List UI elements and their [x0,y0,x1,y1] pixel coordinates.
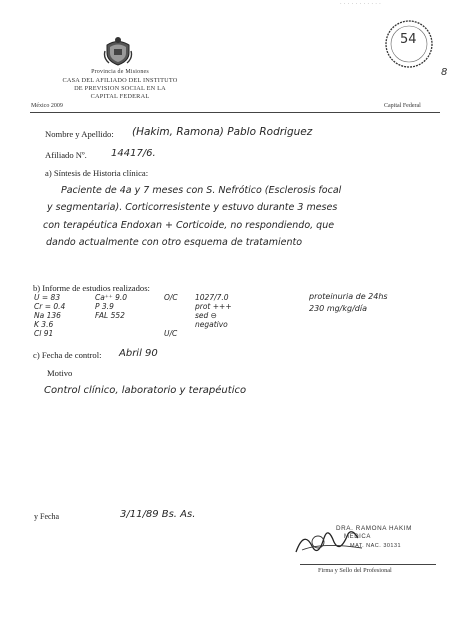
top-faint-note: · · · · · · · · · · · [340,2,382,7]
control-date-value: Abril 90 [119,348,158,359]
signature-line [300,564,436,565]
doctor-name: DRA. RAMONA HAKIM [336,525,412,532]
signature-caption: Firma y Sello del Profesional [318,567,392,574]
nombre-label: Nombre y Apellido: [45,129,114,139]
coat-of-arms-icon [103,36,133,66]
address-right: Capital Federal [384,103,421,109]
fecha-value: 3/11/89 Bs. As. [120,509,196,520]
sintesis-line: con terapéutica Endoxan + Corticoide, no respondiendo, que [43,220,335,231]
sintesis-line: Paciente de 4a y 7 meses con S. Nefrótico (Esclerosis focal [61,185,342,196]
header-divider [30,112,440,113]
lab-results-urine-values: 1027/7.0 prot +++ sed ⊖ negativo [195,293,232,329]
sintesis-line: y segmentaria). Corticorresistente y estuvo durante 3 meses [47,202,338,213]
institution-line-2: DE PREVISION SOCIAL EN LA [74,85,166,92]
sintesis-line: dando actualmente con otro esquema de tratamiento [46,237,303,248]
nombre-value: (Hakim, Ramona) Pablo Rodriguez [132,126,313,138]
province-name: Provincia de Misiones [91,69,149,75]
proteinuria-note: proteinuria de 24hs 230 mg/kg/día [309,292,388,313]
motivo-label: Motivo [47,368,73,378]
stamp-number: 54 [400,32,417,47]
institution-line-3: CAPITAL FEDERAL [90,93,150,100]
institution-line-1: CASA DEL AFILIADO DEL INSTITUTO [62,77,178,84]
address-left: México 2009 [31,103,63,109]
motivo-value: Control clínico, laboratorio y terapéutico [44,385,247,396]
lab-results-blood: U = 83 Cr = 0.4 Na 136 K 3.6 Cl 91 [34,293,66,338]
page-mark: 8 [441,67,448,78]
lab-results-minerals: Ca⁺⁺ 9.0 P 3.9 FAL 552 [95,293,128,320]
control-date-label: c) Fecha de control: [33,350,102,360]
afiliado-value: 14417/6. [111,148,156,159]
doctor-license: MAT. NAC. 30131 [350,543,402,549]
afiliado-label: Afiliado Nº. [45,150,87,160]
doctor-title: MEDICA [344,534,371,540]
fecha-label: y Fecha [34,512,60,521]
lab-results-urine-labels: O/C U/C [164,293,178,338]
informe-label: b) Informe de estudios realizados: [33,283,150,293]
sintesis-label: a) Síntesis de Historia clínica: [45,168,149,178]
